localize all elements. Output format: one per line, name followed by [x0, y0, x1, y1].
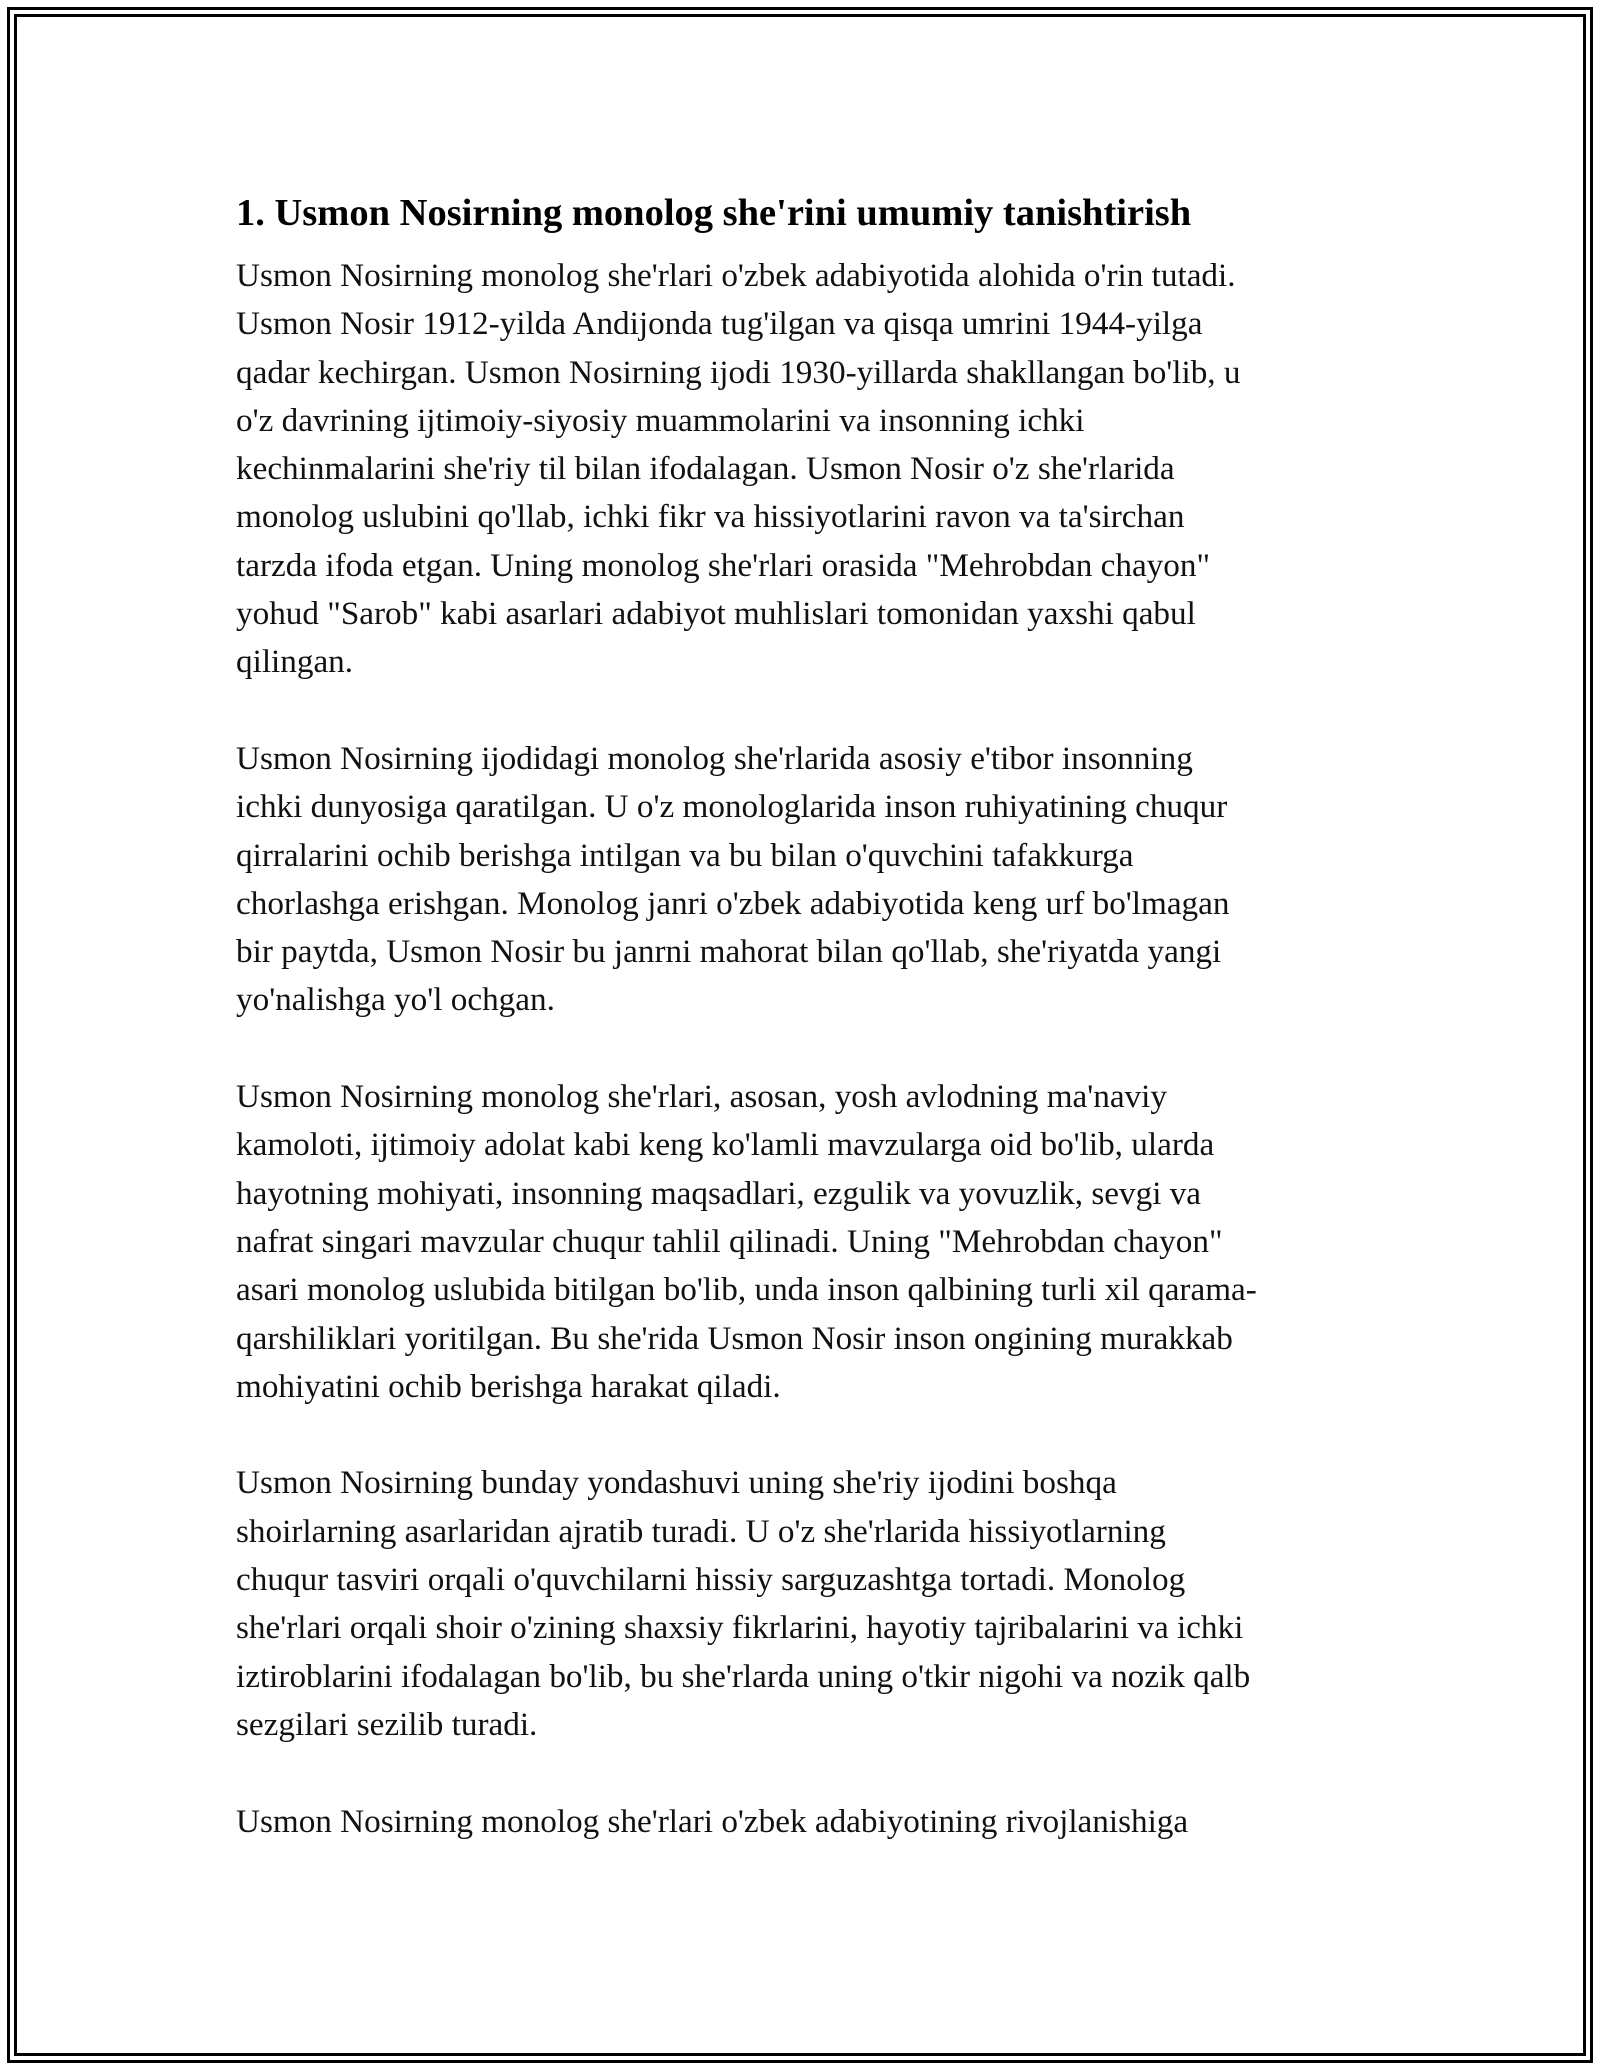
text-line: qarshiliklari yoritilgan. Bu she'rida Usmon Nosir inson ongining murakkab — [236, 1319, 1233, 1357]
text-line: qilingan. — [236, 643, 354, 681]
document-body — [236, 186, 1376, 1894]
text-line: kamoloti, ijtimoiy adolat kabi keng ko'lamli mavzularga oid bo'lib, ularda — [236, 1126, 1215, 1164]
paragraph — [236, 1459, 1376, 1749]
paragraph — [236, 1798, 1376, 1846]
text-line: kechinmalarini she'riy til bilan ifodalagan. Usmon Nosir o'z she'rlarida — [236, 450, 1175, 488]
text-line: nafrat singari mavzular chuqur tahlil qilinadi. Uning "Mehrobdan chayon" — [236, 1222, 1223, 1260]
text-line: Usmon Nosirning monolog she'rlari o'zbek adabiyotining rivojlanishiga — [236, 1802, 1189, 1840]
text-line: Usmon Nosir 1912-yilda Andijonda tug'ilgan va qisqa umrini 1944-yilga — [236, 305, 1203, 343]
text-line: iztiroblarini ifodalagan bo'lib, bu she'rlarda uning o'tkir nigohi va nozik qalb — [236, 1657, 1251, 1695]
text-line: Usmon Nosirning bunday yondashuvi uning she'riy ijodini boshqa — [236, 1464, 1117, 1502]
text-line: qirralarini ochib berishga intilgan va bu bilan o'quvchini tafakkurga — [236, 836, 1134, 874]
section-heading: 1. Usmon Nosirning monolog she'rini umumiy tanishtirish — [236, 192, 1192, 234]
text-line: she'rlari orqali shoir o'zining shaxsiy fikrlarini, hayotiy tajribalarini va ichki — [236, 1609, 1244, 1647]
text-line: Usmon Nosirning ijodidagi monolog she'rlarida asosiy e'tibor insonning — [236, 739, 1193, 777]
text-line: Usmon Nosirning monolog she'rlari, asosan, yosh avlodning ma'naviy — [236, 1078, 1167, 1116]
text-line: yohud "Sarob" kabi asarlari adabiyot muhlislari tomonidan yaxshi qabul — [236, 595, 1196, 633]
text-line: chorlashga erishgan. Monolog janri o'zbek adabiyotida keng urf bo'lmagan — [236, 884, 1230, 922]
text-line: o'z davrining ijtimoiy-siyosiy muammolarini va insonning ichki — [236, 401, 1085, 439]
paragraph — [236, 1073, 1376, 1411]
paragraph — [236, 252, 1376, 687]
text-line: qadar kechirgan. Usmon Nosirning ijodi 1930-yillarda shakllangan bo'lib, u — [236, 353, 1241, 391]
paragraph-list — [236, 252, 1376, 1846]
text-line: shoirlarning asarlaridan ajratib turadi. U o'z she'rlarida hissiyotlarning — [236, 1512, 1166, 1550]
text-line: sezgilari sezilib turadi. — [236, 1705, 538, 1743]
text-line: monolog uslubini qo'llab, ichki fikr va hissiyotlarini ravon va ta'sirchan — [236, 498, 1185, 536]
text-line: mohiyatini ochib berishga harakat qiladi. — [236, 1367, 781, 1405]
text-line: asari monolog uslubida bitilgan bo'lib, unda inson qalbining turli xil qarama- — [236, 1271, 1257, 1309]
text-line: chuqur tasviri orqali o'quvchilarni hissiy sarguzashtga tortadi. Monolog — [236, 1561, 1186, 1599]
text-line: hayotning mohiyati, insonning maqsadlari, ezgulik va yovuzlik, sevgi va — [236, 1174, 1202, 1212]
text-line: ichki dunyosiga qaratilgan. U o'z monologlarida inson ruhiyatining chuqur — [236, 788, 1228, 826]
text-line: yo'nalishga yo'l ochgan. — [236, 981, 555, 1019]
text-line: bir paytda, Usmon Nosir bu janrni mahorat bilan qo'llab, she'riyatda yangi — [236, 933, 1222, 971]
text-line: Usmon Nosirning monolog she'rlari o'zbek adabiyotida alohida o'rin tutadi. — [236, 257, 1236, 294]
paragraph — [236, 735, 1376, 1025]
text-line: tarzda ifoda etgan. Uning monolog she'rlari orasida "Mehrobdan chayon" — [236, 546, 1211, 584]
